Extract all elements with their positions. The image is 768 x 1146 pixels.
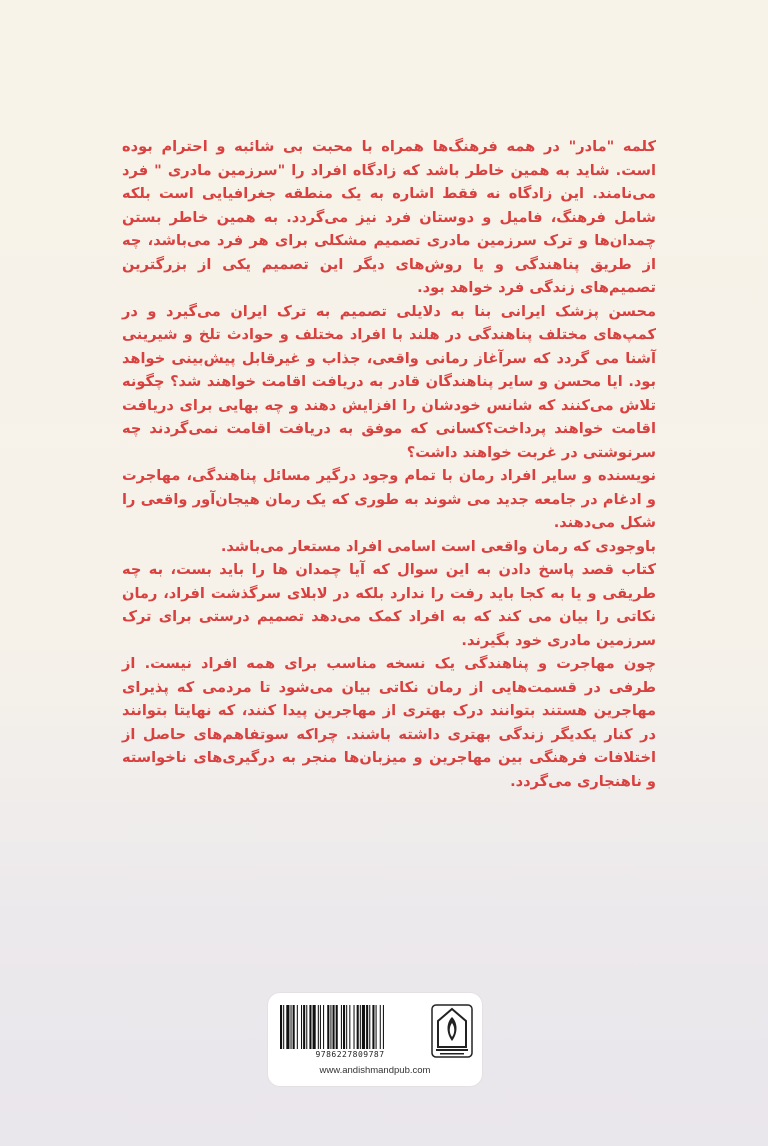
barcode-bar <box>349 1005 350 1049</box>
blurb-paragraph-6: چون مهاجرت و پناهندگی یک نسخه مناسب برای همه افراد نیست. از طرفی در قسمت‌هایی از رمان نکاتی بیان می‌شود تا مردمی که پذیرای مهاجرین هستند بتوانند درک بهتری از مهاجرین پیدا کنند، که نهایتا بتوانند در کنار یکدیگر زندگی بهتری داشته باشند. چراکه سوتفاهم‌های حاصل از اختلافات فرهنگی بین مهاجرین و میزبان‌ها منجر به درگیری‌های ناخواسته و ناهنجاری می‌گردد. <box>122 655 656 790</box>
barcode-card <box>268 993 482 1086</box>
barcode-bar <box>343 1005 345 1049</box>
barcode-bar <box>318 1005 319 1049</box>
barcode-bar <box>330 1005 331 1049</box>
barcode-bar <box>341 1005 342 1049</box>
barcode-bar <box>346 1005 347 1049</box>
barcode <box>278 1005 422 1049</box>
barcode-bar <box>297 1005 298 1049</box>
barcode-bar <box>323 1005 324 1049</box>
publisher-logo-icon <box>430 1003 474 1059</box>
blurb-paragraph-4: باوجودی که رمان واقعی است اسامی افراد مستعار می‌باشد. <box>220 537 656 555</box>
blurb-paragraph-1: کلمه "مادر" در همه فرهنگ‌ها همراه با محبت بی شائبه و احترام بوده است. شاید به همین خاطر باشد که زادگاه افراد را "سرزمین مادری " فرد می‌نامند. این زادگاه نه فقط اشاره به یک منطقه جغرافیایی است بلکه شامل فرهنگ، فامیل و دوستان فرد نیز می‌گردد. به همین خاطر بستن چمدان‌ها و ترک سرزمین مادری تصمیم مشکلی برای هر فرد می‌باشد، چه از طریق پناهندگی و یا روش‌های دیگر این تصمیم یکی از بزرگترین تصمیم‌های زندگی فرد خواهد بود. <box>122 138 656 296</box>
barcode-bar <box>313 1005 316 1049</box>
barcode-bar <box>309 1005 311 1049</box>
barcode-bar <box>360 1005 361 1049</box>
barcode-bar <box>320 1005 321 1049</box>
barcode-bar <box>380 1005 381 1049</box>
barcode-bar <box>369 1005 370 1049</box>
barcode-bar <box>291 1005 292 1049</box>
blurb-paragraph-2: محسن پزشک ایرانی بنا به دلایلی تصمیم به ترک ایران می‌گیرد و در کمپ‌های مختلف پناهندگی در هلند با افراد مختلف و حوادث تلخ و شیرینی آشنا می گردد که سرآغاز رمانی واقعی، جذاب و غیرقابل پیش‌بینی خواهد بود. ایا محسن و سایر پناهندگان قادر به دریافت اقامت خواهند شد؟ چگونه تلاش می‌کنند که شانس خودشان را افزایش دهند و چه بهایی برای دریافت اقامت خواهند پرداخت؟کسانی که موفق به دریافت اقامت نمی‌گردند چه سرنوشتی در غربت خواهند داشت؟ <box>122 302 656 461</box>
publisher-website: www.andishmandpub.com <box>319 1065 431 1076</box>
barcode-bar <box>301 1005 302 1049</box>
barcode-bar <box>293 1005 295 1049</box>
blurb-paragraph-5: کتاب قصد پاسخ دادن به این سوال که آیا چمدان ها را باید بست، به چه طریقی و یا به کجا باید رفت را ندارد بلکه در لابلای سرگذشت افراد، رمان نکاتی را بیان می کند که به افراد کمک می‌دهد تصمیم درستی برای ترک سرزمین مادری خود بگیرند. <box>122 561 656 649</box>
barcode-bar <box>357 1005 359 1049</box>
barcode-bar <box>383 1005 384 1049</box>
barcode-bar <box>306 1005 307 1049</box>
barcode-bar <box>376 1005 377 1049</box>
barcode-bar <box>336 1005 338 1049</box>
isbn-number: 9786227809787 <box>315 1050 385 1059</box>
barcode-bar <box>280 1005 282 1049</box>
barcode-bar <box>372 1005 374 1049</box>
back-cover-blurb <box>122 135 656 793</box>
barcode-bar <box>327 1005 329 1049</box>
barcode-bar <box>362 1005 365 1049</box>
barcode-bar <box>366 1005 368 1049</box>
barcode-bar <box>283 1005 284 1049</box>
barcode-bar <box>354 1005 355 1049</box>
barcode-bar <box>303 1005 305 1049</box>
barcode-bar <box>333 1005 335 1049</box>
blurb-paragraph-3: نویسنده و سایر افراد رمان با تمام وجود درگیر مسائل پناهندگی، مهاجرت و ادغام در جامعه جدید می شوند به طوری که یک رمان هیجان‌آور واقعی را شکل می‌دهند. <box>122 467 656 531</box>
barcode-bar <box>286 1005 289 1049</box>
